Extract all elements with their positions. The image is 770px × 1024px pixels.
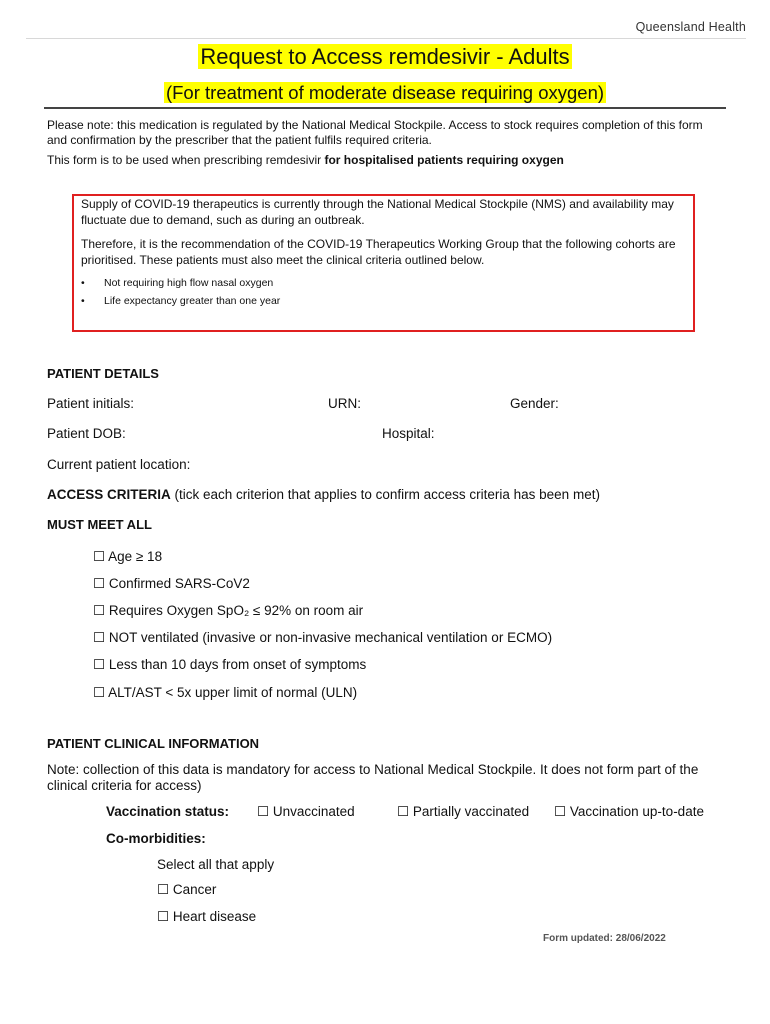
usage-emphasis: for hospitalised patients requiring oxygen [324,153,564,167]
option-label: Partially vaccinated [412,804,530,819]
criterion-row[interactable] [93,630,552,646]
access-criteria-heading: ACCESS CRITERIA [47,487,171,502]
option-label: Unvaccinated [272,804,355,819]
option-label: Vaccination up-to-date [569,804,704,819]
comorbidity-label: Heart disease [172,909,257,924]
usage-prefix: This form is to be used when prescribing remdesivir [47,153,325,167]
priority-bullet [81,295,280,307]
comorbidity-label: Cancer [172,882,217,897]
checkbox[interactable]: ☐ [157,909,170,924]
patient-initials-field[interactable]: Patient initials: [47,396,135,411]
vaccination-status-label: Vaccination status: [106,804,230,819]
vaccination-option-partial[interactable] [397,804,529,820]
criterion-label: NOT ventilated (invasive or non-invasive mechanical ventilation or ECMO) [108,630,553,645]
checkbox[interactable]: ☐ [93,657,106,672]
checkbox[interactable]: ☐ [397,804,410,819]
patient-dob-field[interactable]: Patient DOB: [47,426,126,441]
title-block [0,43,770,71]
vaccination-option-unvaccinated[interactable] [257,804,355,820]
criterion-label: Less than 10 days from onset of symptoms [108,657,367,672]
supply-notice-paragraph: Supply of COVID-19 therapeutics is currently through the National Medical Stockpile (NMS) and availability may fluctuate due to demand, such as during an outbreak. [81,197,674,227]
urn-field[interactable]: URN: [328,396,361,411]
page-subtitle: (For treatment of moderate disease requiring oxygen) [165,82,605,103]
checkbox[interactable]: ☐ [93,576,106,591]
criterion-label: Confirmed SARS-CoV2 [108,576,250,591]
comorbidity-row[interactable] [157,909,256,925]
checkbox[interactable]: ☐ [257,804,270,819]
checkbox[interactable]: ☐ [93,603,106,618]
checkbox[interactable]: ☐ [157,882,170,897]
form-updated-date: Form updated: 28/06/2022 [543,933,666,944]
clinical-info-note: Note: collection of this data is mandatory for access to National Medical Stockpile. It does not form part of the clinical criteria for access) [47,762,699,793]
subtitle-block [0,81,770,105]
page-title: Request to Access remdesivir - Adults [200,44,570,69]
checkbox[interactable]: ☐ [93,549,106,564]
hospital-field[interactable]: Hospital: [382,426,435,441]
criterion-row[interactable] [93,603,363,619]
vaccination-option-up-to-date[interactable] [554,804,704,820]
gender-field[interactable]: Gender: [510,396,559,411]
priority-notice-paragraph: Therefore, it is the recommendation of the COVID-19 Therapeutics Working Group that the following cohorts are prioritised. These patients must also meet the clinical criteria outlined below. [81,237,676,267]
checkbox[interactable]: ☐ [93,685,106,700]
title-divider [44,107,726,109]
patient-location-field[interactable]: Current patient location: [47,457,191,472]
criterion-row[interactable] [93,685,357,701]
criterion-label: Age ≥ 18 [108,549,163,564]
priority-bullet [81,277,273,289]
access-criteria-line [47,487,600,502]
comorbidities-label: Co-morbidities: [106,831,206,846]
header-divider [26,38,746,39]
criterion-row[interactable] [93,576,250,592]
bullet-marker: • [81,295,85,307]
bullet-marker: • [81,277,85,289]
criterion-row[interactable] [93,549,162,565]
criterion-row[interactable] [93,657,366,673]
regulation-note: Please note: this medication is regulated by the National Medical Stockpile. Access to stock requires completion of this form and confirmation by the prescriber that the patient fulfils required criteria. [47,118,703,147]
access-criteria-instruction: (tick each criterion that applies to confirm access criteria has been met) [170,487,600,502]
select-all-instruction: Select all that apply [157,857,275,872]
brand-logo-text: Queensland Health [635,20,746,34]
usage-statement [47,153,564,167]
checkbox[interactable]: ☐ [554,804,567,819]
must-meet-heading: MUST MEET ALL [47,517,152,532]
bullet-text: Life expectancy greater than one year [104,295,281,307]
criterion-label: Requires Oxygen SpO₂ ≤ 92% on room air [108,603,364,618]
comorbidity-row[interactable] [157,882,216,898]
checkbox[interactable]: ☐ [93,630,106,645]
patient-details-heading: PATIENT DETAILS [47,366,159,381]
criterion-label: ALT/AST < 5x upper limit of normal (ULN) [108,685,358,700]
bullet-text: Not requiring high flow nasal oxygen [104,277,274,289]
clinical-info-heading: PATIENT CLINICAL INFORMATION [47,736,260,751]
